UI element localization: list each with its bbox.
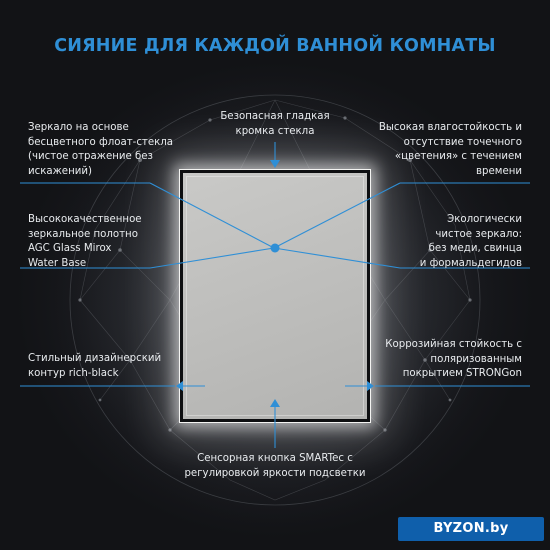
note-line: покрытием STRONGon: [402, 368, 522, 379]
brand-logo: BYZON.by: [398, 517, 544, 541]
note-line: Сенсорная кнопка SMARTec с: [197, 453, 353, 464]
note-line: «цветения» с течением: [394, 151, 522, 162]
headline: СИЯНИЕ ДЛЯ КАЖДОЙ ВАННОЙ КОМНАТЫ: [54, 36, 496, 56]
note-line: бесцветного флоат-стекла: [28, 136, 174, 148]
note-line: искажений): [28, 165, 92, 177]
note-left-3: [28, 352, 188, 381]
note-line: времени: [476, 165, 522, 177]
arrow-bottom: [270, 399, 280, 407]
note-line: контур rich-black: [28, 367, 119, 379]
note-right-1: [350, 121, 522, 179]
note-line: регулировкой яркости подсветки: [184, 467, 366, 479]
note-line: AGC Glass Mirox: [28, 243, 112, 254]
note-left-1: [28, 121, 198, 179]
note-line: Экологически: [447, 214, 522, 225]
arrow-left: [176, 381, 183, 391]
note-line: Зеркало на основе: [28, 122, 129, 133]
note-bottom-center: [150, 452, 400, 481]
note-right-2: [370, 213, 522, 271]
note-line: чистое зеркало:: [435, 228, 522, 240]
note-line: Коррозийная стойкость с: [385, 339, 522, 350]
note-line: отсутствие точечного: [403, 136, 522, 148]
note-left-2: [28, 213, 188, 271]
note-top-center: [175, 110, 375, 139]
note-line: поляризованным: [430, 353, 522, 365]
note-line: без меди, свинца: [428, 243, 522, 254]
note-line: (чистое отражение без: [28, 151, 153, 162]
note-line: Water Base: [28, 257, 87, 269]
arrow-right: [367, 381, 374, 391]
note-line: кромка стекла: [235, 125, 315, 137]
note-line: и формальдегидов: [419, 257, 522, 269]
arrow-top: [270, 160, 280, 168]
note-line: Безопасная гладкая: [220, 111, 330, 122]
note-line: Стильный дизайнерский: [28, 353, 162, 364]
callout-center-dot: [271, 244, 280, 253]
note-line: Высокая влагостойкость и: [378, 122, 522, 133]
note-right-3: [360, 338, 522, 382]
note-line: зеркальное полотно: [28, 228, 138, 240]
note-line: Высококачественное: [28, 214, 142, 225]
